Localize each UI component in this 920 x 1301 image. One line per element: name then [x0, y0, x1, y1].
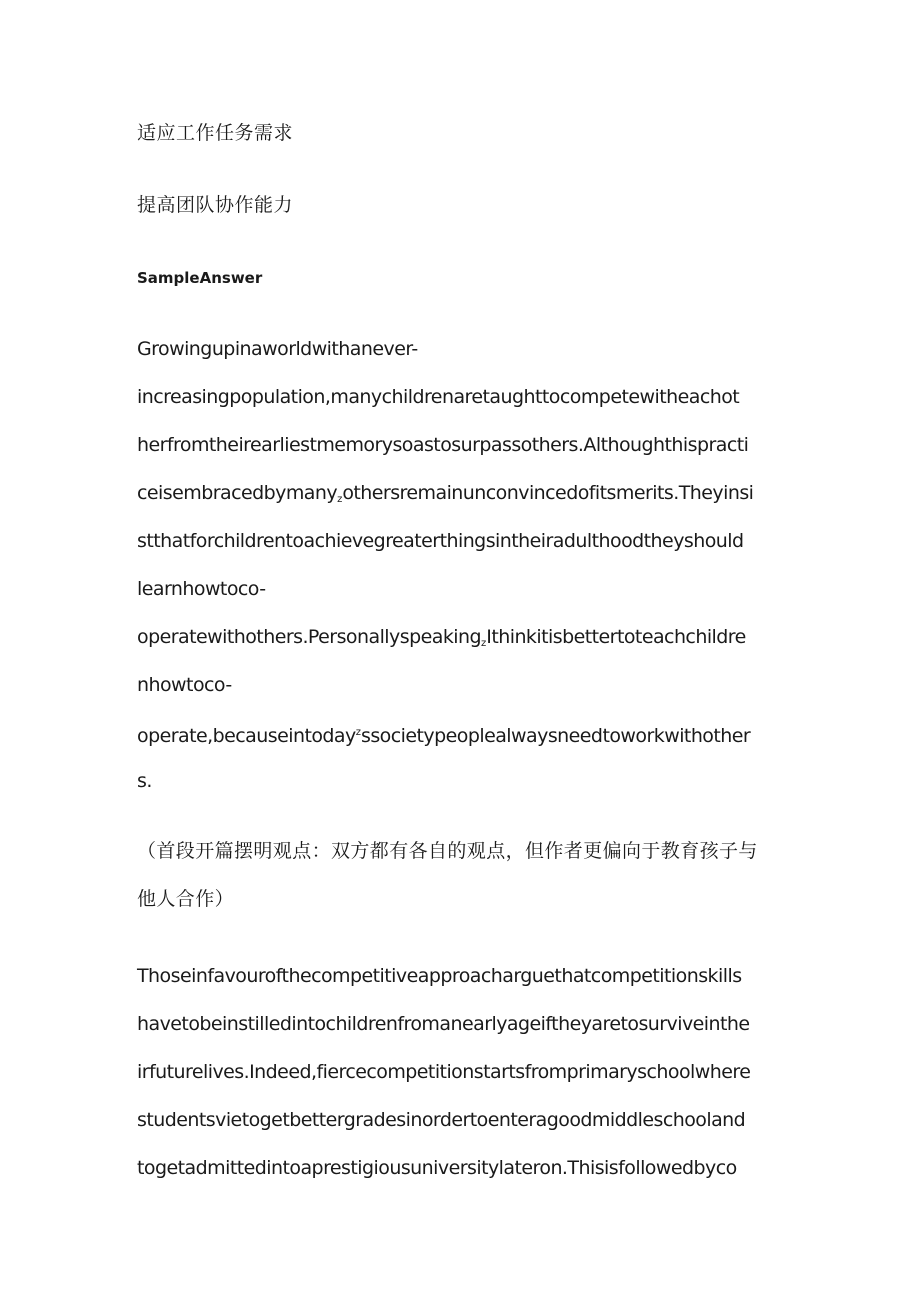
paragraph-1-line: increasingpopulation,manychildrenaretaughttocompetewitheachot — [137, 386, 740, 408]
paragraph-2-line: Thoseinfavourofthecompetitiveapproacharguethatcompetitionskills — [137, 965, 742, 987]
paragraph-1-line — [137, 625, 797, 673]
commentary-note — [137, 839, 797, 935]
paragraph-1-line: learnhowtoco- — [137, 578, 266, 600]
paragraph-2-line: togetadmittedintoaprestigiousuniversitylateron.Thisisfollowedbyco — [137, 1157, 737, 1179]
paragraph-2-line: studentsvietogetbettergradesinordertoenteragoodmiddleschooland — [137, 1109, 746, 1131]
paragraph-1-line — [137, 481, 797, 529]
paragraph-2-line: irfuturelives.Indeed,fiercecompetitionstartsfromprimaryschoolwhere — [137, 1061, 751, 1083]
paragraph-1-line: Growingupinaworldwithanever- — [137, 338, 418, 360]
text-segment: operate,becauseintoday — [137, 725, 356, 747]
note-line: （首段开篇摆明观点：双方都有各自的观点，但作者更偏向于教育孩子与 — [137, 840, 758, 862]
paragraph-1-line — [137, 721, 797, 769]
text-segment: operatewithothers.Personallyspeaking — [137, 626, 482, 648]
note-line: 他人合作） — [137, 888, 235, 910]
section-heading: SampleAnswer — [137, 269, 263, 287]
text-segment: othersremainunconvincedofitsmerits.Theyinsi — [342, 482, 754, 504]
stray-mark: z — [481, 638, 487, 649]
paragraph-2-line: havetobeinstilledintochildrenfromanearlyageiftheyaretosurviveinthe — [137, 1013, 750, 1035]
paragraph-2 — [137, 964, 797, 1204]
paragraph-1-line: nhowtoco- — [137, 674, 232, 696]
stray-mark: z — [337, 494, 343, 505]
paragraph-1-line: herfromtheirearliestmemorysoastosurpassothers.Althoughthispracti — [137, 434, 749, 456]
paragraph-1-line: s. — [137, 770, 152, 792]
stray-mark: z — [355, 727, 361, 738]
paragraph-1 — [137, 337, 797, 817]
paragraph-1-line: stthatforchildrentoachievegreaterthingsintheiradulthoodtheyshould — [137, 530, 744, 552]
goal-line-1: 适应工作任务需求 — [137, 122, 294, 144]
text-segment: ssocietypeoplealwaysneedtoworkwithother — [360, 725, 751, 747]
goal-line-2: 提高团队协作能力 — [137, 194, 294, 216]
text-segment: Ithinkitisbettertoteachchildre — [486, 626, 746, 648]
text-segment: ceisembracedbymany — [137, 482, 338, 504]
